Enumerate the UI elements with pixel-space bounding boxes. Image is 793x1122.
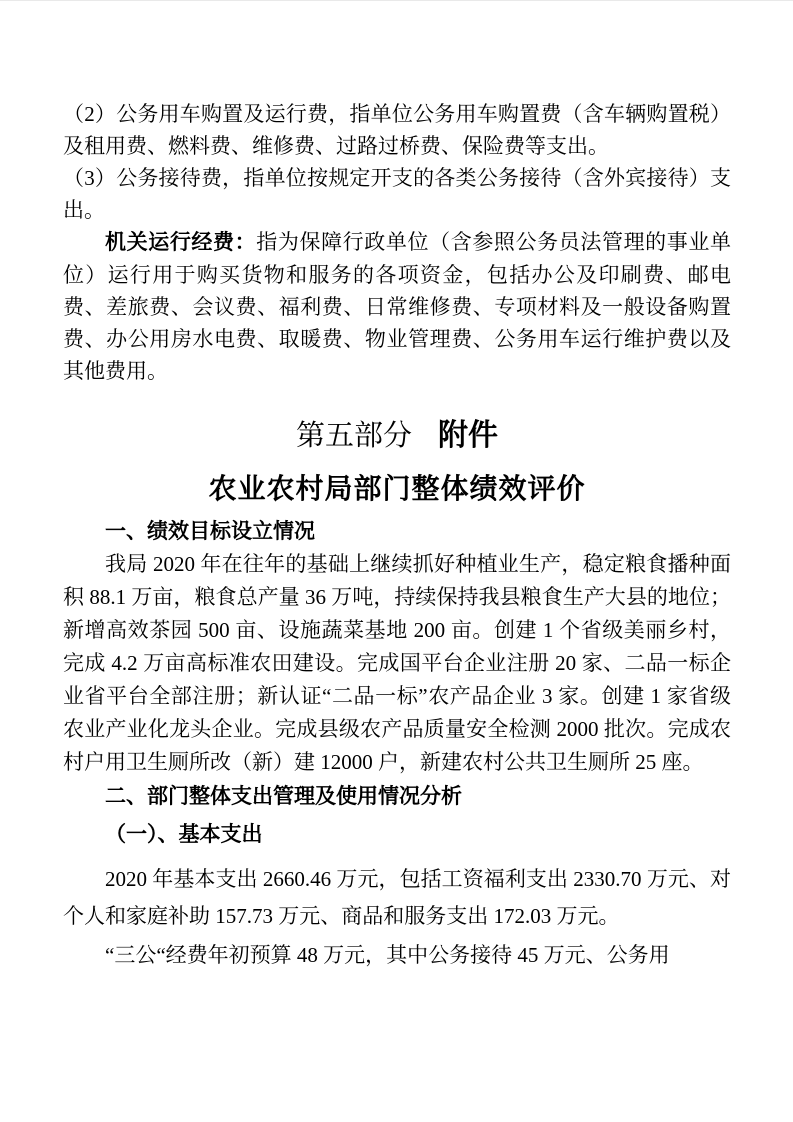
paragraph-basic-expenditure: 2020 年基本支出 2660.46 万元，包括工资福利支出 2330.70 万元、对个人和家庭补助 157.73 万元、商品和服务支出 172.03 万元。 [63, 867, 731, 928]
part-five-title [63, 415, 731, 457]
paragraph-three-public-funds: “三公“经费年初预算 48 万元，其中公务接待 45 万元、公务用 [105, 943, 670, 967]
operating-funds-body-text: 指为保障行政单位（含参照公务员法管理的事业单位）运行用于购买货物和服务的各项资金，包括办公及印刷费、邮电费、差旅费、会议费、福利费、日常维修费、专项材料及一般设备购置费、办公用房水电费、取暖费、物业管理费、公务用车运行维护费以及其他费用。 [63, 230, 731, 383]
section-2-1-heading: （一）、基本支出 [105, 823, 263, 846]
part-five-title-suffix: 附件 [438, 419, 498, 452]
document-title: 农业农村局部门整体绩效评价 [208, 473, 586, 504]
part-five-title-prefix: 第五部分 [295, 420, 412, 452]
section-1-heading: 一、绩效目标设立情况 [105, 520, 315, 543]
paragraph-performance-goals: 我局 2020 年在往年的基础上继续抓好种植业生产，稳定粮食播种面积 88.1 万亩，粮食总产量 36 万吨，持续保持我县粮食生产大县的地位；新增高效茶园 500 亩、设施蔬菜基地 200 亩。创建 1 个省级美丽乡村，完成 4.2 万亩高标准农田建设。完成国平台企业注册 20 家、二品一标企业省平台全部注册；新认证“二品一标”农产品企业 3 家。创建 1 家省级农业产业化龙头企业。完成县级农产品质量安全检测 2000 批次。完成农村户用卫生厕所改（新）建 12000 户，新建农村公共卫生厕所 25 座。 [63, 552, 731, 774]
paragraph-operating-funds [63, 226, 731, 387]
paragraph-official-reception-expense: （3）公务接待费，指单位按规定开支的各类公务接待（含外宾接待）支出。 [63, 166, 731, 222]
operating-funds-lead-label: 机关运行经费： [105, 231, 257, 254]
section-2-heading: 二、部门整体支出管理及使用情况分析 [105, 785, 462, 808]
paragraph-official-vehicle-expense: （2）公务用车购置及运行费，指单位公务用车购置费（含车辆购置税）及租用费、燃料费、维修费、过路过桥费、保险费等支出。 [63, 102, 731, 158]
